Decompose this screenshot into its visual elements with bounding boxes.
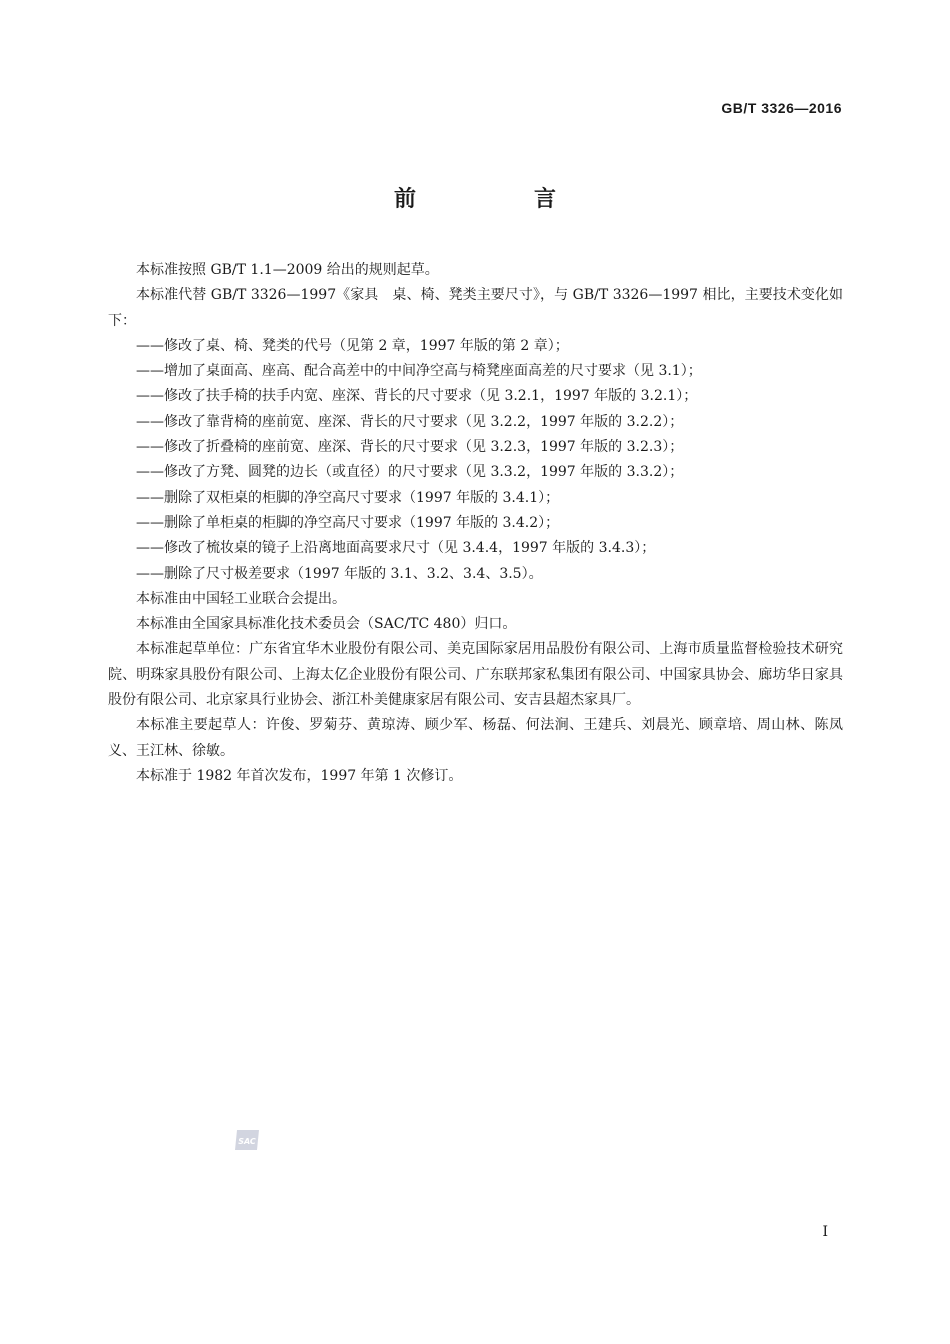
change-item: ——删除了尺寸极差要求（1997 年版的 3.1、3.2、3.4、3.5）。 — [136, 565, 543, 582]
change-item: ——修改了靠背椅的座前宽、座深、背长的尺寸要求（见 3.2.2，1997 年版的 3.2.2）； — [136, 413, 684, 430]
preface-body — [108, 258, 843, 789]
paragraph: 本标准由中国轻工业联合会提出。 — [136, 590, 346, 607]
change-item: ——修改了桌、椅、凳类的代号（见第 2 章，1997 年版的第 2 章）； — [136, 337, 569, 354]
paragraph-drafting-units: 本标准起草单位：广东省宜华木业股份有限公司、美克国际家居用品股份有限公司、上海市质量监督检验技术研究院、明珠家具股份有限公司、上海太亿企业股份有限公司、广东联邦家私集团有限公司、中国家具协会、廊坊华日家具股份有限公司、北京家具行业协会、浙江朴美健康家居有限公司、安吉县超杰家具厂。 — [108, 641, 843, 709]
change-item: ——增加了桌面高、座高、配合高差中的中间净空高与椅凳座面高差的尺寸要求（见 3.1）； — [136, 363, 702, 380]
change-item: ——修改了方凳、圆凳的边长（或直径）的尺寸要求（见 3.3.2，1997 年版的 3.3.2）； — [136, 464, 684, 481]
change-item: ——修改了折叠椅的座前宽、座深、背长的尺寸要求（见 3.2.3，1997 年版的 3.2.3）； — [136, 439, 684, 456]
paragraph-drafters: 本标准主要起草人：许俊、罗菊芬、黄琼涛、顾少军、杨磊、何法涧、王建兵、刘晨光、顾章培、周山林、陈凤义、王江林、徐敏。 — [108, 717, 843, 759]
paragraph: 本标准代替 GB/T 3326—1997《家具 桌、椅、凳类主要尺寸》，与 GB/T 3326—1997 相比，主要技术变化如下： — [108, 287, 843, 329]
paragraph-history: 本标准于 1982 年首次发布，1997 年第 1 次修订。 — [136, 767, 463, 784]
page-number: I — [822, 1224, 828, 1240]
change-item: ——修改了梳妆桌的镜子上沿离地面高要求尺寸（见 3.4.4，1997 年版的 3.4.3）； — [136, 540, 656, 557]
change-item: ——删除了双柜桌的柜脚的净空高尺寸要求（1997 年版的 3.4.1）； — [136, 489, 560, 506]
standard-number: GB/T 3326—2016 — [721, 100, 842, 116]
page-title: 前 言 — [393, 187, 604, 212]
change-item: ——修改了扶手椅的扶手内宽、座深、背长的尺寸要求（见 3.2.1，1997 年版的 3.2.1）； — [136, 388, 698, 405]
paragraph: 本标准按照 GB/T 1.1—2009 给出的规则起草。 — [136, 262, 439, 278]
sac-logo-text: SAC — [238, 1137, 256, 1146]
sac-logo-icon — [233, 1128, 261, 1152]
paragraph: 本标准由全国家具标准化技术委员会（SAC/TC 480）归口。 — [136, 616, 517, 633]
change-item: ——删除了单柜桌的柜脚的净空高尺寸要求（1997 年版的 3.4.2）； — [136, 514, 560, 531]
